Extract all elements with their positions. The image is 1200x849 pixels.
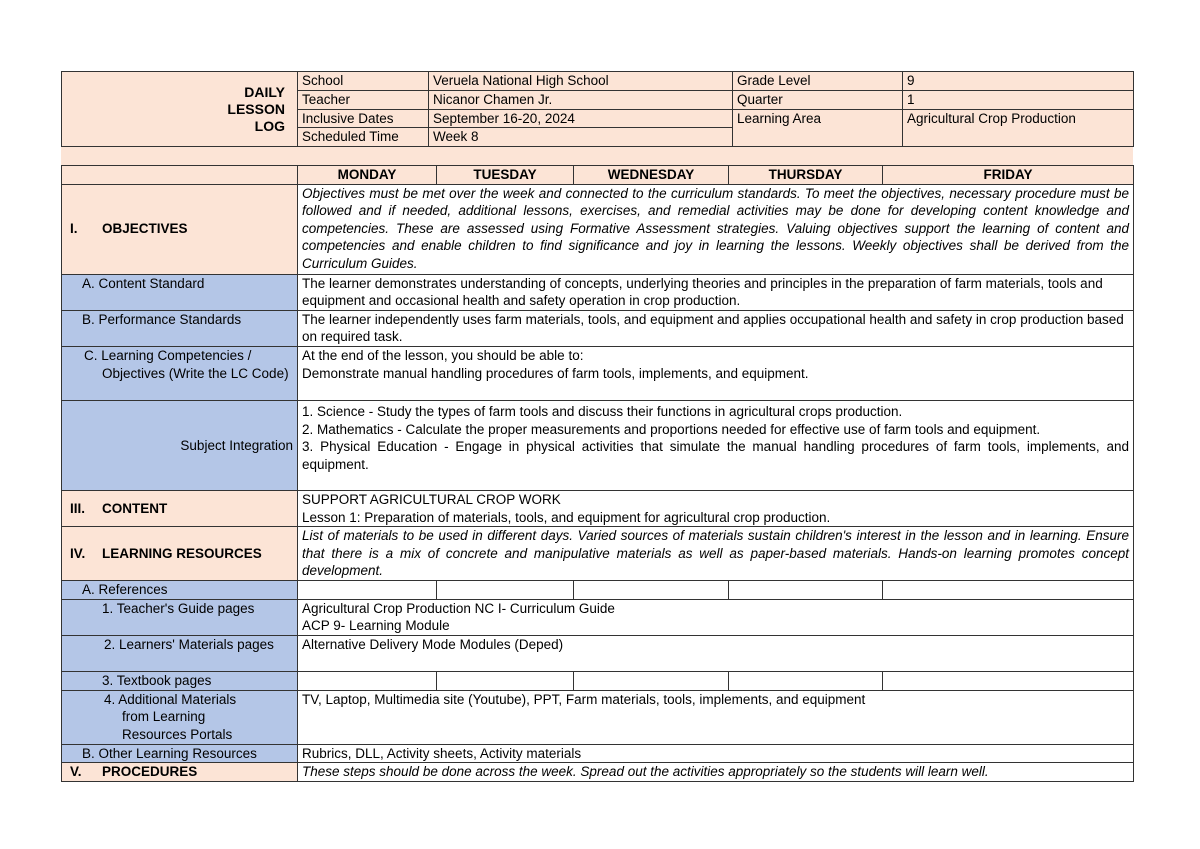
header-table	[61, 71, 1134, 147]
additional-materials-label: 4. Additional Materials from Learning Resources Portals	[62, 690, 298, 744]
procedures-label: PROCEDURES	[102, 764, 198, 780]
grade-level-value: 9	[903, 72, 1134, 91]
teachers-guide-text: Agricultural Crop Production NC I- Curriculum Guide ACP 9- Learning Module	[298, 599, 1134, 635]
textbook-wednesday	[574, 671, 729, 690]
school-label: School	[298, 72, 429, 91]
textbook-friday	[883, 671, 1134, 690]
references-tuesday	[437, 581, 574, 600]
procedures-heading	[62, 763, 298, 782]
procedures-text: These steps should be done across the week. Spread out the activities appropriately so the students will learn well.	[298, 763, 1134, 782]
scheduled-time-label: Scheduled Time	[298, 128, 429, 147]
objectives-text: Objectives must be met over the week and connected to the curriculum standards. To meet the objectives, necessary procedure must be followed and if needed, additional lessons, exercises, and remedial activities may be done for developing content knowledge and competencies. These are assessed using Formative Assessment strategies. Valuing objectives support the learning of content and competencies and enable children to find significance and joy in learning the lessons. Weekly objectives shall be derived from the Curriculum Guides.	[298, 184, 1134, 274]
content-heading	[62, 490, 298, 526]
other-resources-row	[62, 744, 1134, 763]
content-text: SUPPORT AGRICULTURAL CROP WORK Lesson 1: Preparation of materials, tools, and equipment for agricultural crop production.	[298, 490, 1134, 526]
content-row	[62, 490, 1134, 526]
learners-materials-label: 2. Learners' Materials pages	[62, 635, 298, 671]
textbook-label: 3. Textbook pages	[62, 671, 298, 690]
textbook-tuesday	[437, 671, 574, 690]
performance-standards-text: The learner independently uses farm materials, tools, and equipment and applies occupational health and safety in crop production based on required task.	[298, 310, 1134, 346]
competencies-label: C. Learning Competencies / Objectives (Write the LC Code)	[62, 346, 298, 400]
learning-area-label: Learning Area	[733, 110, 903, 147]
textbook-row	[62, 671, 1134, 690]
performance-standards-label: B. Performance Standards	[62, 310, 298, 346]
competencies-text: At the end of the lesson, you should be able to: Demonstrate manual handling procedures of farm tools, implements, and equipment.	[298, 346, 1134, 400]
competencies-row	[62, 346, 1134, 400]
quarter-label: Quarter	[733, 91, 903, 110]
grade-level-label: Grade Level	[733, 72, 903, 91]
references-label: A. References	[62, 581, 298, 600]
additional-materials-row	[62, 690, 1134, 744]
teacher-value: Nicanor Chamen Jr.	[429, 91, 733, 110]
content-standard-label: A. Content Standard	[62, 274, 298, 310]
objectives-label: OBJECTIVES	[102, 221, 188, 237]
daily-lesson-log-title: DAILY LESSON LOG	[62, 72, 298, 147]
integration-item-mathematics: 2. Mathematics - Calculate the proper measurements and proportions needed for effective use of farm tools and equipment.	[302, 421, 1041, 437]
references-friday	[883, 581, 1134, 600]
references-wednesday	[574, 581, 729, 600]
scheduled-time-value: Week 8	[429, 128, 733, 147]
references-row	[62, 581, 1134, 600]
subject-integration-row	[62, 400, 1134, 490]
day-wednesday: WEDNESDAY	[574, 166, 729, 185]
learning-resources-row	[62, 527, 1134, 581]
subject-integration-label: Subject Integration	[62, 400, 298, 490]
day-friday: FRIDAY	[883, 166, 1134, 185]
learning-resources-number: IV.	[70, 545, 86, 561]
subject-integration-list	[298, 400, 1134, 490]
header-spacer	[61, 147, 1133, 165]
day-thursday: THURSDAY	[729, 166, 883, 185]
learners-materials-row	[62, 635, 1134, 671]
learning-resources-text: List of materials to be used in different days. Varied sources of materials sustain children's interest in the lesson and in learning. Ensure that there is a mix of concrete and manipulative materials as well as paper-based materials. Hands-on learning promotes concept development.	[298, 527, 1134, 581]
other-resources-label: B. Other Learning Resources	[62, 744, 298, 763]
teacher-label: Teacher	[298, 91, 429, 110]
objectives-row	[62, 184, 1134, 274]
content-label: CONTENT	[102, 500, 168, 516]
day-tuesday: TUESDAY	[437, 166, 574, 185]
day-header-row	[62, 166, 1134, 185]
quarter-value: 1	[903, 91, 1134, 110]
learning-resources-heading	[62, 527, 298, 581]
integration-item-physical-education: 3. Physical Education - Engage in physical activities that simulate the manual handling procedures of farm tools, implements, and equipment.	[302, 439, 1129, 472]
learners-materials-text: Alternative Delivery Mode Modules (Deped)	[298, 635, 1134, 671]
day-header-corner	[62, 166, 298, 185]
day-monday: MONDAY	[298, 166, 437, 185]
procedures-row	[62, 763, 1134, 782]
other-resources-text: Rubrics, DLL, Activity sheets, Activity materials	[298, 744, 1134, 763]
objectives-heading	[62, 184, 298, 274]
inclusive-dates-value: September 16-20, 2024	[429, 110, 733, 128]
textbook-monday	[298, 671, 437, 690]
integration-item-science: 1. Science - Study the types of farm tools and discuss their functions in agricultural crops production.	[302, 403, 903, 419]
learning-area-value: Agricultural Crop Production	[903, 110, 1134, 147]
school-value: Veruela National High School	[429, 72, 733, 91]
content-standard-row	[62, 274, 1134, 310]
lesson-log-table	[61, 165, 1134, 782]
teachers-guide-row	[62, 599, 1134, 635]
inclusive-dates-label: Inclusive Dates	[298, 110, 429, 128]
performance-standards-row	[62, 310, 1134, 346]
learning-resources-label: LEARNING RESOURCES	[102, 545, 262, 561]
teachers-guide-label: 1. Teacher's Guide pages	[62, 599, 298, 635]
content-standard-text: The learner demonstrates understanding of concepts, underlying theories and principles in the preparation of farm materials, tools and equipment and occasional health and safety operation in crop production.	[298, 274, 1134, 310]
additional-materials-text: TV, Laptop, Multimedia site (Youtube), PPT, Farm materials, tools, implements, and equipment	[298, 690, 1134, 744]
objectives-number: I.	[70, 221, 78, 237]
references-monday	[298, 581, 437, 600]
procedures-number: V.	[70, 764, 82, 780]
references-thursday	[729, 581, 883, 600]
textbook-thursday	[729, 671, 883, 690]
content-number: III.	[70, 500, 86, 516]
